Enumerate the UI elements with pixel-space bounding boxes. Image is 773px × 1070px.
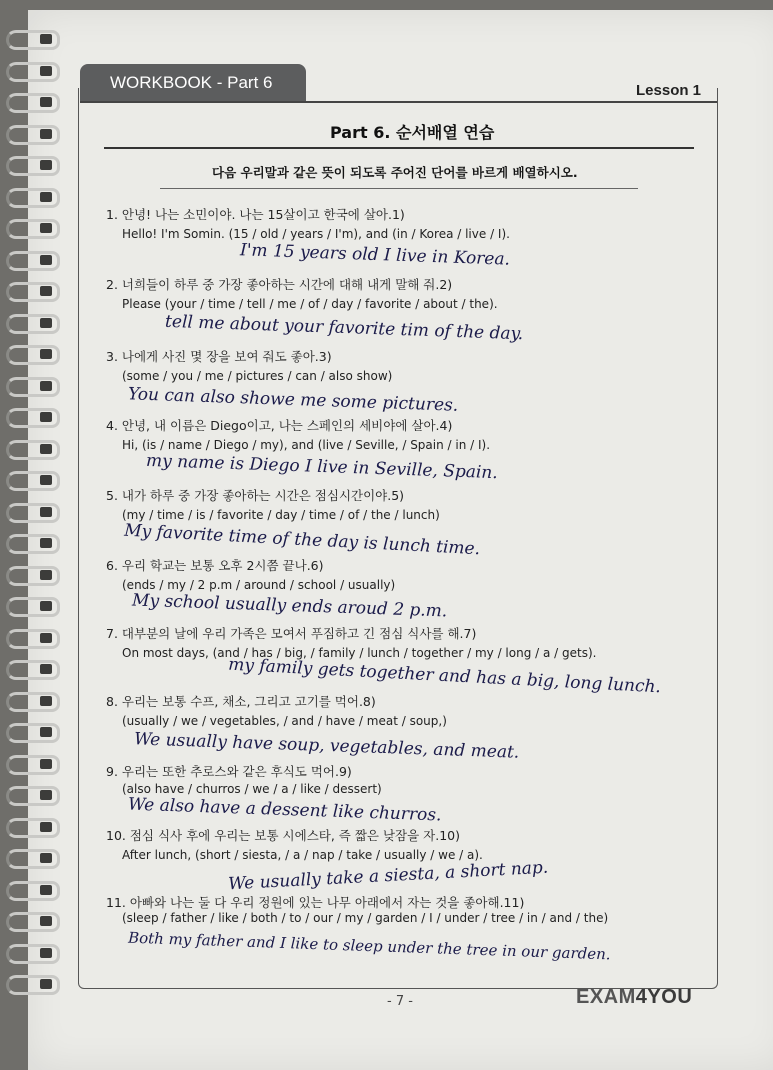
question-3-prompt: (some / you / me / pictures / can / also show) — [122, 369, 393, 383]
question-4-korean: 4. 안녕, 내 이름은 Diego이고, 나는 스페인의 세비야에 살아.4) — [106, 418, 453, 433]
binding-hole — [40, 286, 52, 296]
page-title: Part 6. 순서배열 연습 — [330, 123, 495, 142]
binding-hole — [40, 129, 52, 139]
question-6-answer: My school usually ends aroud 2 p.m. — [131, 590, 448, 622]
question-7-korean: 7. 대부분의 날에 우리 가족은 모여서 푸짐하고 긴 점심 식사를 해.7) — [106, 626, 477, 641]
binding-hole — [40, 727, 52, 737]
binding-hole — [40, 538, 52, 548]
workbook-tab-label: WORKBOOK - Part 6 — [110, 73, 273, 92]
binding-hole — [40, 444, 52, 454]
binding-hole — [40, 66, 52, 76]
question-6-korean: 6. 우리 학교는 보통 오후 2시쯤 끝나.6) — [106, 558, 324, 573]
question-10-korean: 10. 점심 식사 후에 우리는 보통 시에스타, 즉 짧은 낮잠을 자.10) — [106, 828, 460, 843]
question-11-answer: Both my father and I like to sleep under the tree in our garden. — [127, 928, 611, 964]
header-rule — [80, 101, 717, 103]
brand-logo — [576, 986, 692, 1009]
binding-hole — [40, 633, 52, 643]
question-9-prompt: (also have / churros / we / a / like / dessert) — [122, 782, 382, 796]
binding-hole — [40, 160, 52, 170]
binding-hole — [40, 759, 52, 769]
binding-hole — [40, 34, 52, 44]
question-5-prompt: (my / time / is / favorite / day / time / of / the / lunch) — [122, 508, 440, 522]
question-10-answer: We usually take a siesta, a short nap. — [227, 857, 549, 895]
question-2-prompt: Please (your / time / tell / me / of / day / favorite / about / the). — [122, 297, 498, 311]
question-4-answer: my name is Diego I live in Seville, Spain. — [145, 450, 499, 484]
page-number: - 7 - — [387, 994, 413, 1009]
question-8-prompt: (usually / we / vegetables, / and / have / meat / soup,) — [122, 714, 447, 728]
question-1-korean: 1. 안녕! 나는 소민이야. 나는 15살이고 한국에 살아.1) — [106, 207, 405, 222]
question-2-answer: tell me about your favorite tim of the day. — [164, 311, 524, 345]
instruction-rule — [160, 188, 638, 189]
question-8-answer: We usually have soup, vegetables, and meat. — [133, 729, 520, 763]
binding-hole — [40, 318, 52, 328]
binding-hole — [40, 979, 52, 989]
binding-hole — [40, 255, 52, 265]
question-7-prompt: On most days, (and / has / big, / family / lunch / together / my / long / a / gets). — [122, 646, 597, 660]
binding-hole — [40, 412, 52, 422]
binding-hole — [40, 916, 52, 926]
binding-hole — [40, 822, 52, 832]
binding-hole — [40, 664, 52, 674]
binding-hole — [40, 97, 52, 107]
question-10-prompt: After lunch, (short / siesta, / a / nap / take / usually / we / a). — [122, 848, 483, 862]
binding-hole — [40, 223, 52, 233]
question-7-answer: my family gets together and has a big, long lunch. — [227, 654, 662, 698]
binding-hole — [40, 885, 52, 895]
question-3-answer: You can also showe me some pictures. — [127, 384, 459, 416]
binding-hole — [40, 570, 52, 580]
question-5-korean: 5. 내가 하루 중 가장 좋아하는 시간은 점심시간이야.5) — [106, 488, 405, 503]
spiral-binding — [0, 30, 60, 1030]
binding-hole — [40, 192, 52, 202]
question-2-korean: 2. 너희들이 하루 중 가장 좋아하는 시간에 대해 내게 말해 줘.2) — [106, 277, 453, 292]
binding-hole — [40, 475, 52, 485]
question-1-prompt: Hello! I'm Somin. (15 / old / years / I'm), and (in / Korea / live / I). — [122, 227, 510, 241]
lesson-label: Lesson 1 — [636, 82, 702, 99]
question-3-korean: 3. 나에게 사진 몇 장을 보여 줘도 좋아.3) — [106, 349, 332, 364]
brand-prefix: EXAM — [576, 986, 636, 1008]
question-11-korean: 11. 아빠와 나는 둘 다 우리 정원에 있는 나무 아래에서 자는 것을 좋아해.11) — [106, 895, 525, 910]
question-4-prompt: Hi, (is / name / Diego / my), and (live / Seville, / Spain / in / I). — [122, 438, 491, 452]
title-rule — [104, 147, 694, 149]
binding-hole — [40, 381, 52, 391]
question-1-answer: I'm 15 years old I live in Korea. — [239, 240, 511, 270]
question-9-answer: We also have a dessent like churros. — [127, 794, 442, 826]
instruction-text: 다음 우리말과 같은 뜻이 되도록 주어진 단어를 바르게 배열하시오. — [212, 165, 578, 180]
binding-hole — [40, 790, 52, 800]
question-5-answer: My favorite time of the day is lunch time. — [123, 520, 481, 560]
workbook-tab — [80, 64, 306, 102]
brand-suffix: 4YOU — [635, 986, 693, 1008]
question-11-prompt: (sleep / father / like / both / to / our / my / garden / I / under / tree / in / and / the) — [122, 911, 609, 925]
binding-hole — [40, 948, 52, 958]
binding-hole — [40, 601, 52, 611]
binding-hole — [40, 349, 52, 359]
question-6-prompt: (ends / my / 2 p.m / around / school / usually) — [122, 578, 396, 592]
question-9-korean: 9. 우리는 또한 추로스와 같은 후식도 먹어.9) — [106, 764, 352, 779]
binding-hole — [40, 853, 52, 863]
question-8-korean: 8. 우리는 보통 수프, 채소, 그리고 고기를 먹어.8) — [106, 694, 376, 709]
binding-hole — [40, 507, 52, 517]
binding-hole — [40, 696, 52, 706]
